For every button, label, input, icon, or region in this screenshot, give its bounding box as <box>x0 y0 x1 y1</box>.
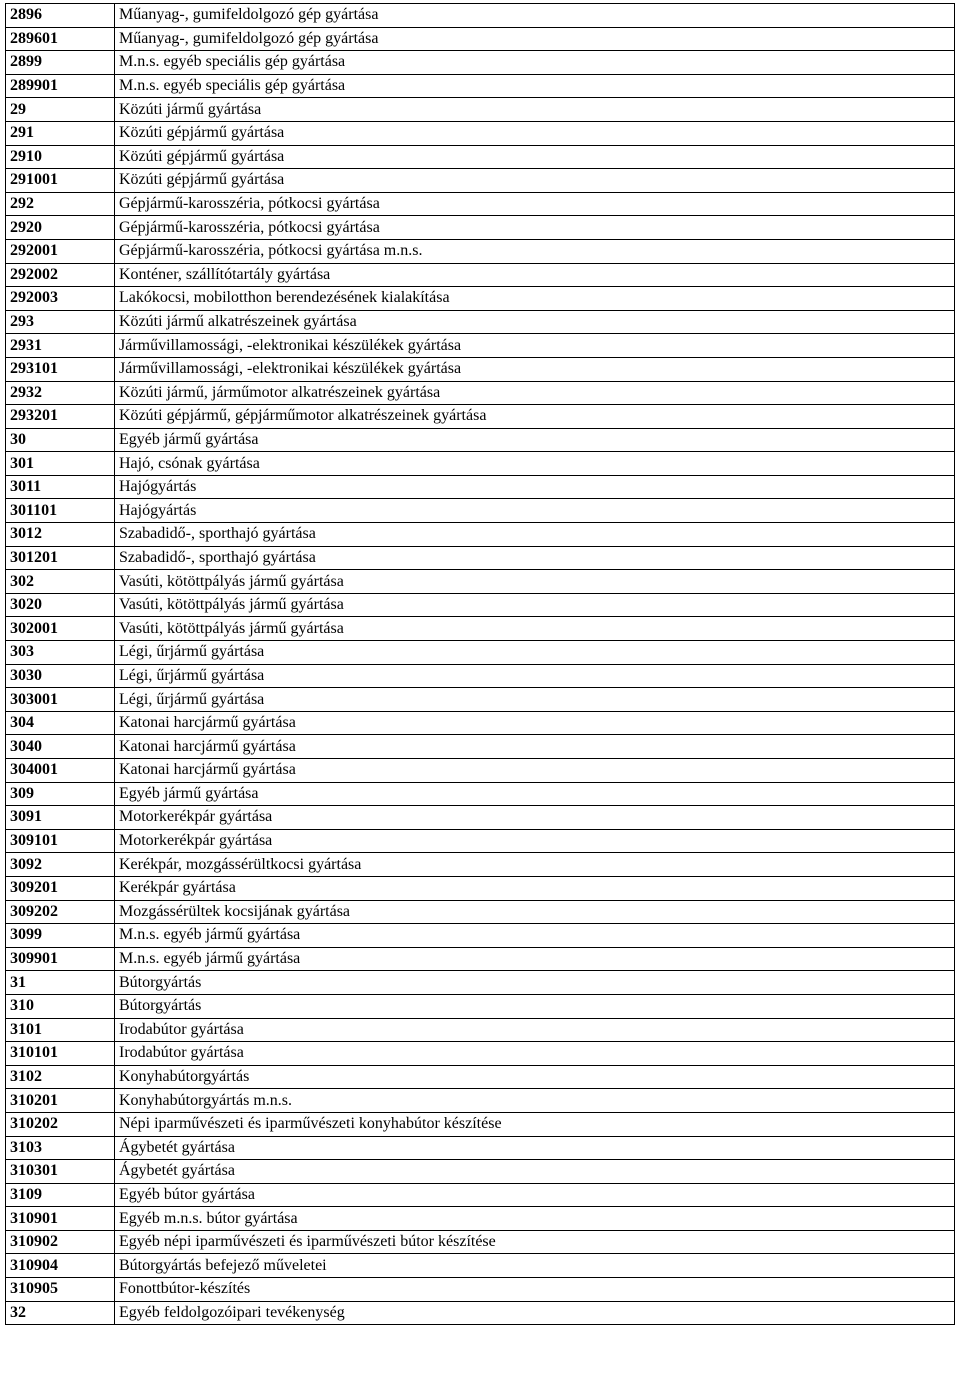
activity-description-cell: Irodabútor gyártása <box>115 1018 955 1042</box>
activity-description-cell: Műanyag-, gumifeldolgozó gép gyártása <box>115 4 955 28</box>
activity-description-cell: M.n.s. egyéb jármű gyártása <box>115 947 955 971</box>
activity-description-cell: Egyéb népi iparművészeti és iparművészeti bútor készítése <box>115 1230 955 1254</box>
table-row <box>6 1112 955 1136</box>
activity-description-cell: Egyéb feldolgozóipari tevékenység <box>115 1301 955 1325</box>
table-row <box>6 782 955 806</box>
activity-code-cell: 303 <box>6 641 115 665</box>
activity-code-cell: 2931 <box>6 334 115 358</box>
table-row <box>6 641 955 665</box>
activity-description-cell: M.n.s. egyéb speciális gép gyártása <box>115 51 955 75</box>
activity-description-cell: Katonai harcjármű gyártása <box>115 735 955 759</box>
activity-code-cell: 289901 <box>6 74 115 98</box>
activity-code-cell: 309101 <box>6 829 115 853</box>
activity-code-cell: 3101 <box>6 1018 115 1042</box>
activity-description-cell: Járművillamossági, -elektronikai készülékek gyártása <box>115 334 955 358</box>
activity-description-cell: Mozgássérültek kocsijának gyártása <box>115 900 955 924</box>
activity-description-cell: Vasúti, kötöttpályás jármű gyártása <box>115 593 955 617</box>
activity-description-cell: Járművillamossági, -elektronikai készülékek gyártása <box>115 357 955 381</box>
activity-code-cell: 310901 <box>6 1207 115 1231</box>
activity-description-cell: Közúti gépjármű gyártása <box>115 145 955 169</box>
activity-description-cell: Kerékpár gyártása <box>115 876 955 900</box>
table-row <box>6 169 955 193</box>
table-row <box>6 27 955 51</box>
activity-description-cell: Konténer, szállítótartály gyártása <box>115 263 955 287</box>
table-row <box>6 829 955 853</box>
activity-code-cell: 289601 <box>6 27 115 51</box>
table-row <box>6 475 955 499</box>
activity-code-cell: 2896 <box>6 4 115 28</box>
activity-code-cell: 3011 <box>6 475 115 499</box>
activity-description-cell: Hajógyártás <box>115 475 955 499</box>
activity-code-cell: 310904 <box>6 1254 115 1278</box>
activity-description-cell: Ágybetét gyártása <box>115 1160 955 1184</box>
activity-description-cell: Konyhabútorgyártás m.n.s. <box>115 1089 955 1113</box>
activity-code-cell: 3012 <box>6 523 115 547</box>
table-row <box>6 145 955 169</box>
activity-description-cell: Közúti gépjármű gyártása <box>115 121 955 145</box>
table-row <box>6 428 955 452</box>
table-row <box>6 924 955 948</box>
table-row <box>6 74 955 98</box>
activity-description-cell: M.n.s. egyéb jármű gyártása <box>115 924 955 948</box>
activity-code-cell: 301201 <box>6 546 115 570</box>
activity-description-cell: Közúti gépjármű, gépjárműmotor alkatrészeinek gyártása <box>115 405 955 429</box>
activity-code-cell: 3040 <box>6 735 115 759</box>
activity-code-cell: 309201 <box>6 876 115 900</box>
table-row <box>6 216 955 240</box>
table-row <box>6 310 955 334</box>
table-row <box>6 1160 955 1184</box>
table-row <box>6 263 955 287</box>
activity-description-cell: Gépjármű-karosszéria, pótkocsi gyártása <box>115 192 955 216</box>
activity-code-cell: 292003 <box>6 287 115 311</box>
activity-code-table <box>5 3 955 1325</box>
table-row <box>6 499 955 523</box>
activity-description-cell: Katonai harcjármű gyártása <box>115 759 955 783</box>
activity-code-cell: 292001 <box>6 239 115 263</box>
activity-description-cell: Hajógyártás <box>115 499 955 523</box>
activity-code-cell: 292 <box>6 192 115 216</box>
table-row <box>6 523 955 547</box>
table-row <box>6 121 955 145</box>
table-row <box>6 51 955 75</box>
activity-description-cell: Légi, űrjármű gyártása <box>115 664 955 688</box>
activity-description-cell: Gépjármű-karosszéria, pótkocsi gyártása <box>115 216 955 240</box>
activity-code-cell: 3020 <box>6 593 115 617</box>
activity-code-cell: 291 <box>6 121 115 145</box>
table-row <box>6 593 955 617</box>
activity-code-cell: 29 <box>6 98 115 122</box>
activity-code-cell: 3091 <box>6 806 115 830</box>
table-row <box>6 1089 955 1113</box>
table-row <box>6 1136 955 1160</box>
activity-description-cell: Közúti gépjármű gyártása <box>115 169 955 193</box>
activity-code-cell: 3099 <box>6 924 115 948</box>
activity-description-cell: Katonai harcjármű gyártása <box>115 711 955 735</box>
activity-code-cell: 310202 <box>6 1112 115 1136</box>
table-row <box>6 806 955 830</box>
activity-description-cell: Közúti jármű gyártása <box>115 98 955 122</box>
activity-description-cell: Műanyag-, gumifeldolgozó gép gyártása <box>115 27 955 51</box>
table-row <box>6 759 955 783</box>
activity-description-cell: M.n.s. egyéb speciális gép gyártása <box>115 74 955 98</box>
activity-description-cell: Bútorgyártás <box>115 994 955 1018</box>
activity-code-cell: 3092 <box>6 853 115 877</box>
activity-code-cell: 2920 <box>6 216 115 240</box>
table-row <box>6 1065 955 1089</box>
table-row <box>6 452 955 476</box>
activity-code-cell: 293201 <box>6 405 115 429</box>
activity-description-cell: Bútorgyártás befejező műveletei <box>115 1254 955 1278</box>
activity-code-cell: 303001 <box>6 688 115 712</box>
table-row <box>6 98 955 122</box>
activity-code-cell: 302001 <box>6 617 115 641</box>
activity-code-cell: 3109 <box>6 1183 115 1207</box>
activity-description-cell: Szabadidő-, sporthajó gyártása <box>115 546 955 570</box>
table-row <box>6 711 955 735</box>
activity-description-cell: Vasúti, kötöttpályás jármű gyártása <box>115 617 955 641</box>
activity-code-cell: 293101 <box>6 357 115 381</box>
activity-code-cell: 310 <box>6 994 115 1018</box>
activity-description-cell: Fonottbútor-készítés <box>115 1278 955 1302</box>
activity-code-cell: 3030 <box>6 664 115 688</box>
table-row <box>6 405 955 429</box>
activity-code-cell: 291001 <box>6 169 115 193</box>
table-row <box>6 994 955 1018</box>
table-row <box>6 570 955 594</box>
activity-code-cell: 309202 <box>6 900 115 924</box>
activity-code-cell: 304 <box>6 711 115 735</box>
activity-code-cell: 30 <box>6 428 115 452</box>
activity-description-cell: Bútorgyártás <box>115 971 955 995</box>
activity-code-cell: 2932 <box>6 381 115 405</box>
table-row <box>6 1254 955 1278</box>
table-row <box>6 1301 955 1325</box>
activity-code-cell: 2899 <box>6 51 115 75</box>
activity-description-cell: Gépjármű-karosszéria, pótkocsi gyártása m.n.s. <box>115 239 955 263</box>
table-row <box>6 357 955 381</box>
activity-code-cell: 301 <box>6 452 115 476</box>
activity-code-cell: 310201 <box>6 1089 115 1113</box>
activity-description-cell: Egyéb jármű gyártása <box>115 782 955 806</box>
activity-description-cell: Egyéb jármű gyártása <box>115 428 955 452</box>
activity-code-cell: 310101 <box>6 1042 115 1066</box>
activity-code-cell: 302 <box>6 570 115 594</box>
activity-code-cell: 310301 <box>6 1160 115 1184</box>
activity-description-cell: Szabadidő-, sporthajó gyártása <box>115 523 955 547</box>
activity-code-cell: 309 <box>6 782 115 806</box>
table-row <box>6 239 955 263</box>
table-row <box>6 853 955 877</box>
activity-description-cell: Ágybetét gyártása <box>115 1136 955 1160</box>
activity-description-cell: Egyéb m.n.s. bútor gyártása <box>115 1207 955 1231</box>
table-row <box>6 4 955 28</box>
table-row <box>6 735 955 759</box>
activity-code-cell: 293 <box>6 310 115 334</box>
activity-description-cell: Motorkerékpár gyártása <box>115 806 955 830</box>
table-row <box>6 1042 955 1066</box>
activity-description-cell: Egyéb bútor gyártása <box>115 1183 955 1207</box>
table-row <box>6 192 955 216</box>
table-row <box>6 617 955 641</box>
table-row <box>6 947 955 971</box>
activity-description-cell: Közúti jármű, járműmotor alkatrészeinek gyártása <box>115 381 955 405</box>
table-row <box>6 900 955 924</box>
table-row <box>6 1183 955 1207</box>
activity-code-cell: 304001 <box>6 759 115 783</box>
table-row <box>6 1018 955 1042</box>
activity-description-cell: Motorkerékpár gyártása <box>115 829 955 853</box>
table-row <box>6 876 955 900</box>
activity-description-cell: Konyhabútorgyártás <box>115 1065 955 1089</box>
activity-code-cell: 292002 <box>6 263 115 287</box>
activity-description-cell: Lakókocsi, mobilotthon berendezésének kialakítása <box>115 287 955 311</box>
activity-code-cell: 2910 <box>6 145 115 169</box>
table-row <box>6 971 955 995</box>
activity-description-cell: Hajó, csónak gyártása <box>115 452 955 476</box>
activity-code-cell: 3102 <box>6 1065 115 1089</box>
table-row <box>6 1230 955 1254</box>
table-body <box>6 4 955 1325</box>
activity-code-cell: 31 <box>6 971 115 995</box>
activity-description-cell: Kerékpár, mozgássérültkocsi gyártása <box>115 853 955 877</box>
activity-code-cell: 310902 <box>6 1230 115 1254</box>
table-row <box>6 381 955 405</box>
table-row <box>6 334 955 358</box>
activity-description-cell: Légi, űrjármű gyártása <box>115 688 955 712</box>
activity-code-cell: 310905 <box>6 1278 115 1302</box>
activity-description-cell: Irodabútor gyártása <box>115 1042 955 1066</box>
activity-description-cell: Légi, űrjármű gyártása <box>115 641 955 665</box>
table-row <box>6 546 955 570</box>
table-row <box>6 688 955 712</box>
table-row <box>6 1278 955 1302</box>
table-row <box>6 287 955 311</box>
activity-description-cell: Népi iparművészeti és iparművészeti konyhabútor készítése <box>115 1112 955 1136</box>
activity-code-cell: 3103 <box>6 1136 115 1160</box>
activity-description-cell: Közúti jármű alkatrészeinek gyártása <box>115 310 955 334</box>
activity-code-cell: 32 <box>6 1301 115 1325</box>
activity-description-cell: Vasúti, kötöttpályás jármű gyártása <box>115 570 955 594</box>
activity-code-cell: 301101 <box>6 499 115 523</box>
table-row <box>6 664 955 688</box>
activity-code-cell: 309901 <box>6 947 115 971</box>
table-row <box>6 1207 955 1231</box>
